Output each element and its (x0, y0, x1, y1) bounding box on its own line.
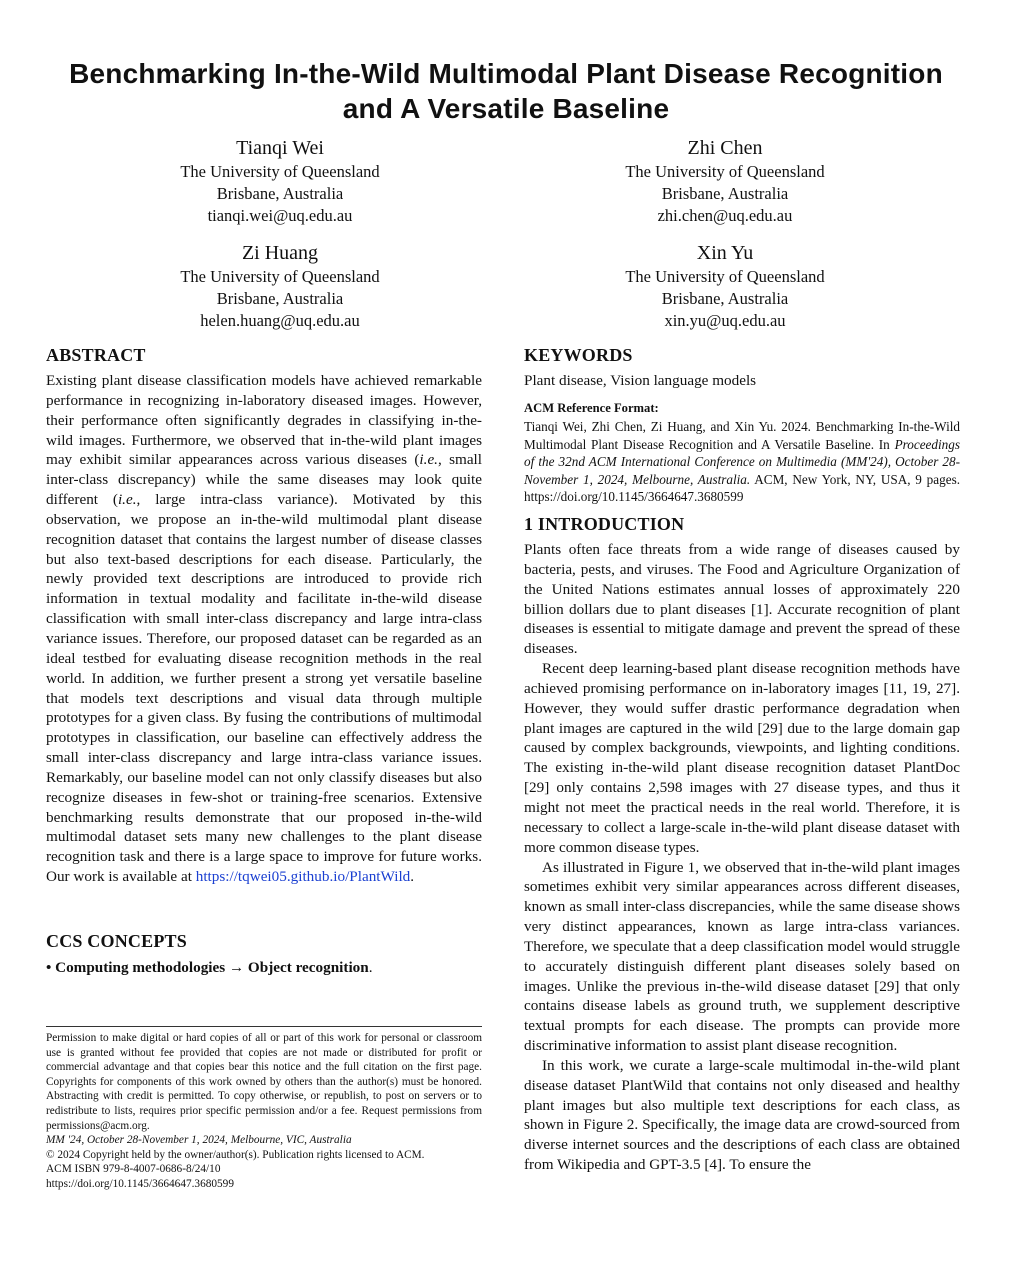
author-location: Brisbane, Australia (661, 289, 789, 308)
abstract-text: Existing plant disease classification models have achieved remarkable performance in recognizing in-laboratory diseased images. However, their performance often significantly degrades in classifying in-the-wild images. Furthermore, we observed that in-the-wild plant images may exhibit similar appearances across various diseases (i.e., small inter-class discrepancy) while the same diseases may look quite different (i.e., large intra-class variance). Motivated by this observation, we propose an in-the-wild multimodal plant disease recognition dataset that contains the largest number of disease classes but also text-based descriptions for each disease. Particularly, the newly provided text descriptions are introduced to provide rich information in textual modality and facilitate in-the-wild disease classification with small inter-class discrepancy and large intra-class variance issues. Therefore, our proposed dataset can be regarded as an ideal testbed for evaluating disease recognition methods in the real world. In addition, we further present a strong yet versatile baseline that models text descriptions and visual data through multiple prototypes for a given class. By fusing the contributions of multimodal prototypes in classification, our baseline can effectively address the small inter-class discrepancy and large intra-class variance issues. Remarkably, our baseline model can not only classify diseases but also recognize diseases in few-shot or training-free scenarios. Extensive benchmarking results demonstrate that our proposed in-the-wild multimodal dataset sets many new challenges to the plant disease recognition task and there is a large space to improve for future works. Our work is available at https://tqwei05.github.io/PlantWild. (46, 372, 483, 886)
project-link[interactable]: https://tqwei05.github.io/PlantWild (195, 868, 411, 886)
paper-title (40, 56, 972, 126)
author-name: Tianqi Wei (236, 137, 324, 159)
title-line-2: and A Versatile Baseline (342, 93, 670, 124)
venue-line: MM '24, October 28-November 1, 2024, Melbourne, VIC, Australia (46, 1134, 352, 1147)
author-affiliation: The University of Queensland (180, 267, 380, 286)
author-affiliation: The University of Queensland (625, 162, 825, 181)
intro-paragraph: Recent deep learning-based plant disease recognition methods have achieved promising performance on in-laboratory images [11, 19, 27]. However, they would suffer drastic performance degradation when plant images are captured in the wild [29] due to the large domain gap caused by complex backgrounds, viewpoints, and lighting conditions. The existing in-the-wild plant disease recognition dataset PlantDoc [29] only contains 2,598 images with 27 disease types, and thus it might not meet the practical needs in the real world. Therefore, it is necessary to collect a large-scale in-the-wild plant disease dataset with more common disease types. (524, 660, 960, 856)
footnote-divider (46, 1026, 482, 1027)
introduction-section (524, 513, 960, 1175)
author-affiliation: The University of Queensland (180, 162, 380, 181)
author-name: Zhi Chen (687, 137, 763, 159)
acm-reference-heading: ACM Reference Format: (524, 401, 659, 415)
abstract-heading: ABSTRACT (46, 345, 146, 365)
doi-line: https://doi.org/10.1145/3664647.3680599 (46, 1177, 234, 1190)
keywords-text: Plant disease, Vision language models (524, 372, 757, 389)
ccs-concept: • Computing methodologies → Object recognition. (46, 959, 373, 976)
author-block (545, 135, 905, 227)
author-block (100, 135, 460, 227)
introduction-heading: 1 INTRODUCTION (524, 514, 685, 534)
intro-paragraph: In this work, we curate a large-scale multimodal in-the-wild plant disease dataset PlantWild that contains not only diseased and healthy plant images but also multiple text descriptions for each class, as shown in Figure 2. Specifically, the image data are crowd-sourced from diverse internet sources and the descriptions of each class are obtained from Wikipedia and GPT-3.5 [4]. To ensure the (524, 1056, 960, 1174)
author-email: helen.huang@uq.edu.au (200, 311, 360, 330)
author-location: Brisbane, Australia (216, 289, 344, 308)
author-location: Brisbane, Australia (216, 184, 344, 203)
author-name: Xin Yu (696, 242, 754, 264)
author-email: tianqi.wei@uq.edu.au (207, 206, 353, 225)
title-line-1: Benchmarking In-the-Wild Multimodal Plant Disease Recognition (69, 58, 943, 89)
author-location: Brisbane, Australia (661, 184, 789, 203)
author-email: zhi.chen@uq.edu.au (657, 206, 793, 225)
footnote-section (46, 1031, 482, 1192)
copyright-line: © 2024 Copyright held by the owner/author(s). Publication rights licensed to ACM. (46, 1148, 425, 1161)
isbn-line: ACM ISBN 979-8-4007-0686-8/24/10 (46, 1163, 221, 1176)
acm-reference-text: Tianqi Wei, Zhi Chen, Zi Huang, and Xin Yu. 2024. Benchmarking In-the-Wild Multimodal Plant Disease Recognition and A Versatile Baseline. In Proceedings of the 32nd ACM International Conference on Multimedia (MM'24), October 28-November 1, 2024, Melbourne, Australia. ACM, New York, NY, USA, 9 pages. https://doi.org/10.1145/3664647.3680599 (524, 419, 961, 504)
keywords-heading: KEYWORDS (524, 345, 633, 365)
author-email: xin.yu@uq.edu.au (664, 311, 786, 330)
author-affiliation: The University of Queensland (625, 267, 825, 286)
abstract-section (46, 344, 482, 887)
author-block (545, 240, 905, 332)
author-name: Zi Huang (241, 242, 319, 264)
keywords-section (524, 344, 960, 391)
intro-paragraph: As illustrated in Figure 1, we observed that in-the-wild plant images sometimes exhibit very similar appearances across different diseases, known as small inter-class discrepancies, while the same disease shows very distinct appearances, known as large intra-class variances. Therefore, we speculate that a deep classification model would struggle to accurately distinguish different plant diseases solely based on images. Unlike the previous in-the-wild disease dataset [29] that only contains disease labels as ground truth, we supplement descriptive textual prompts for each disease. The prompts can provide more discriminative information to assist plant disease recognition. (524, 858, 960, 1055)
intro-paragraph: Plants often face threats from a wide range of diseases caused by bacteria, pests, and viruses. The Food and Agriculture Organization of the United Nations estimates annual losses of approximately 220 billion dollars due to plant diseases [1]. Accurate recognition of plant diseases is essential to mitigate damage and prevent the spread of these diseases. (524, 541, 960, 658)
acm-reference-section (524, 400, 960, 506)
ccs-section (46, 930, 482, 978)
author-block (100, 240, 460, 332)
permission-notice: Permission to make digital or hard copies of all or part of this work for personal or classroom use is granted without fee provided that copies are not made or distributed for profit or commercial advantage and that copies bear this notice and the full citation on the first page. Copyrights for components of this work owned by others than the author(s) must be honored. Abstracting with credit is permitted. To copy otherwise, or republish, to post on servers or to redistribute to lists, requires prior specific permission and/or a fee. Request permissions from permissions@acm.org. (46, 1032, 482, 1132)
ccs-heading: CCS CONCEPTS (46, 931, 187, 951)
